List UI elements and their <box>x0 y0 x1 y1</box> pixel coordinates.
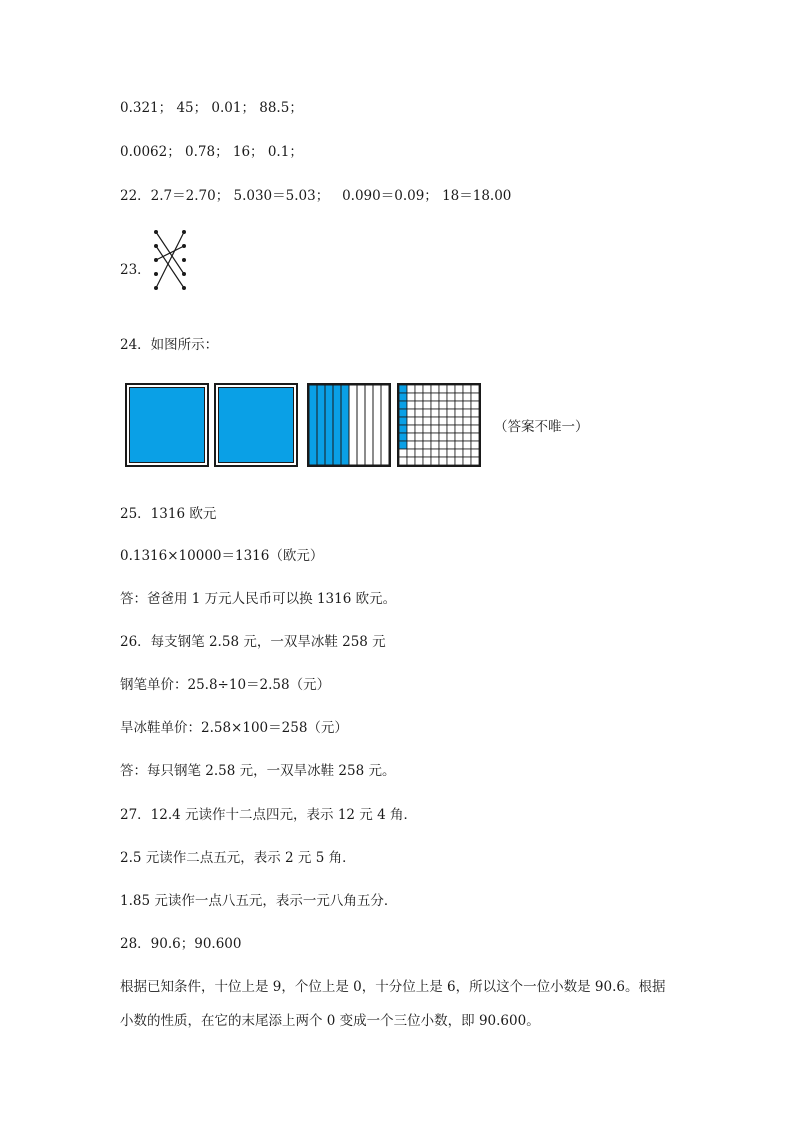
answer-25: 25．1316 欧元 <box>120 506 217 522</box>
answer-27-line-3: 1.85 元读作一点八五元，表示一元八角五分． <box>120 893 398 909</box>
hundredth-cell <box>463 441 471 449</box>
hundredth-cell-filled <box>399 393 407 401</box>
matching-diagram <box>148 226 196 290</box>
hundredth-cell <box>463 409 471 417</box>
hundredth-cell <box>439 457 447 465</box>
hundredth-cell-filled <box>399 433 407 441</box>
hundredth-cell <box>407 393 415 401</box>
hundredth-cell <box>455 417 463 425</box>
answer-26: 26．每支钢笔 2.58 元，一双旱冰鞋 258 元 <box>120 634 386 650</box>
hundredth-cell <box>439 385 447 393</box>
hundredth-cell <box>439 401 447 409</box>
hundredth-cell <box>399 449 407 457</box>
hundredth-cell <box>463 393 471 401</box>
hundredth-cell <box>463 433 471 441</box>
hundredth-cell <box>447 457 455 465</box>
hundredth-cell <box>447 441 455 449</box>
answer-24: 24．如图所示： <box>120 337 219 353</box>
tenth-strip <box>349 385 357 465</box>
answer-23-label: 23． <box>120 262 151 278</box>
hundredth-cell-filled <box>399 425 407 433</box>
hundredth-cell <box>463 385 471 393</box>
hundredth-cell <box>439 433 447 441</box>
hundredth-cell <box>447 385 455 393</box>
hundredth-cell <box>423 385 431 393</box>
hundredth-cell <box>407 449 415 457</box>
hundredth-cell <box>407 417 415 425</box>
hundredth-cell <box>423 401 431 409</box>
hundredth-cell <box>431 393 439 401</box>
hundredth-cell <box>455 433 463 441</box>
hundredth-cell <box>471 457 479 465</box>
answer-25-calc: 0.1316×10000＝1316（欧元） <box>120 548 324 564</box>
hundredth-cell <box>415 425 423 433</box>
hundredth-cell <box>399 457 407 465</box>
hundredth-cell <box>447 393 455 401</box>
hundredth-cell <box>431 433 439 441</box>
hundredth-cell <box>423 433 431 441</box>
answer-27-line-2: 2.5 元读作二点五元，表示 2 元 5 角． <box>120 850 356 866</box>
hundredth-cell <box>423 449 431 457</box>
tenth-strip <box>373 385 381 465</box>
hundredth-cell <box>423 393 431 401</box>
hundredth-cell <box>415 449 423 457</box>
hundredth-cell <box>407 457 415 465</box>
answer-27: 27．12.4 元读作十二点四元，表示 12 元 4 角． <box>120 807 417 823</box>
hundredth-cell <box>439 441 447 449</box>
hundredth-cell <box>455 457 463 465</box>
answer-25-reply: 答：爸爸用 1 万元人民币可以换 1316 欧元。 <box>120 591 397 607</box>
hundredth-cell <box>407 409 415 417</box>
hundredth-cell <box>407 425 415 433</box>
hundredth-cell <box>471 401 479 409</box>
hundredths-square <box>397 383 481 467</box>
hundredth-cell <box>455 385 463 393</box>
hundredth-cell-filled <box>399 417 407 425</box>
hundredth-cell <box>431 409 439 417</box>
answer-line-1: 0.321； 45； 0.01； 88.5； <box>120 100 303 116</box>
hundredth-cell <box>415 441 423 449</box>
hundredth-cell <box>471 393 479 401</box>
hundredth-cell <box>439 409 447 417</box>
hundredth-cell <box>431 401 439 409</box>
hundredth-cell <box>407 441 415 449</box>
hundredth-cell <box>415 457 423 465</box>
hundredth-cell <box>463 401 471 409</box>
hundredth-cell <box>439 425 447 433</box>
answer-22: 22．2.7＝2.70； 5.030＝5.03； 0.090＝0.09； 18＝18.00 <box>120 188 512 204</box>
hundredth-cell <box>431 417 439 425</box>
hundredth-cell <box>455 425 463 433</box>
hundredth-cell <box>423 409 431 417</box>
hundredth-cell <box>471 441 479 449</box>
answer-26-pen-price: 钢笔单价：25.8÷10＝2.58（元） <box>120 677 331 693</box>
hundredth-cell <box>423 441 431 449</box>
unit-square-full-2 <box>214 383 298 467</box>
hundredth-cell <box>415 385 423 393</box>
tenth-strip-filled <box>309 385 317 465</box>
unit-square-full-1 <box>125 383 209 467</box>
answer-28: 28．90.6；90.600 <box>120 936 242 952</box>
hundredth-cell <box>431 457 439 465</box>
hundredth-cell <box>455 409 463 417</box>
hundredth-cell <box>423 425 431 433</box>
hundredth-cell <box>447 417 455 425</box>
hundredth-cell <box>471 449 479 457</box>
hundredth-cell <box>455 449 463 457</box>
tenth-strip-filled <box>325 385 333 465</box>
answer-28-explain-1: 根据已知条件，十位上是 9，个位上是 0，十分位上是 6，所以这个一位小数是 90.6。根据 <box>120 979 666 995</box>
hundredth-cell <box>471 409 479 417</box>
hundredth-cell <box>447 425 455 433</box>
hundredth-cell <box>447 449 455 457</box>
hundredth-cell <box>471 417 479 425</box>
hundredth-cell-filled <box>399 409 407 417</box>
hundredth-cell <box>431 425 439 433</box>
answer-26-skate-price: 旱冰鞋单价：2.58×100＝258（元） <box>120 720 348 736</box>
tenth-strip-filled <box>341 385 349 465</box>
tenth-strip-filled <box>333 385 341 465</box>
answer-28-explain-2: 小数的性质，在它的末尾添上两个 0 变成一个三位小数，即 90.600。 <box>120 1013 540 1029</box>
hundredth-cell <box>407 385 415 393</box>
hundredth-cell <box>463 425 471 433</box>
matching-lines <box>156 232 184 288</box>
tenth-strip <box>357 385 365 465</box>
hundredth-cell <box>471 425 479 433</box>
hundredth-cell <box>407 433 415 441</box>
hundredth-cell-filled <box>399 441 407 449</box>
hundredth-cell <box>423 457 431 465</box>
hundredth-cell <box>415 409 423 417</box>
hundredth-cell <box>431 441 439 449</box>
answer-26-reply: 答：每只钢笔 2.58 元，一双旱冰鞋 258 元。 <box>120 763 396 779</box>
hundredth-cell <box>439 449 447 457</box>
tenths-square <box>307 383 391 467</box>
hundredth-cell <box>463 449 471 457</box>
hundredth-cell <box>439 393 447 401</box>
answer-not-unique-note: （答案不唯一） <box>494 419 589 435</box>
hundredth-cell <box>439 417 447 425</box>
hundredth-cell <box>447 433 455 441</box>
hundredth-cell <box>463 417 471 425</box>
answer-line-2: 0.0062； 0.78； 16； 0.1； <box>120 144 303 160</box>
hundredth-cell <box>415 433 423 441</box>
hundredth-cell <box>431 449 439 457</box>
hundredth-cell <box>415 417 423 425</box>
hundredth-cell <box>455 401 463 409</box>
hundredth-cell-filled <box>399 385 407 393</box>
hundredth-cell <box>407 401 415 409</box>
tenth-strip <box>381 385 389 465</box>
hundredth-cell <box>471 385 479 393</box>
hundredth-cell <box>431 385 439 393</box>
hundredth-cell <box>423 417 431 425</box>
hundredth-cell <box>447 401 455 409</box>
hundredth-cell <box>415 393 423 401</box>
hundredth-cell-filled <box>399 401 407 409</box>
hundredth-cell <box>447 409 455 417</box>
hundredth-cell <box>455 441 463 449</box>
hundredth-cell <box>415 401 423 409</box>
hundredth-cell <box>471 433 479 441</box>
tenth-strip <box>365 385 373 465</box>
hundredth-cell <box>463 457 471 465</box>
hundredth-cell <box>455 393 463 401</box>
tenth-strip-filled <box>317 385 325 465</box>
